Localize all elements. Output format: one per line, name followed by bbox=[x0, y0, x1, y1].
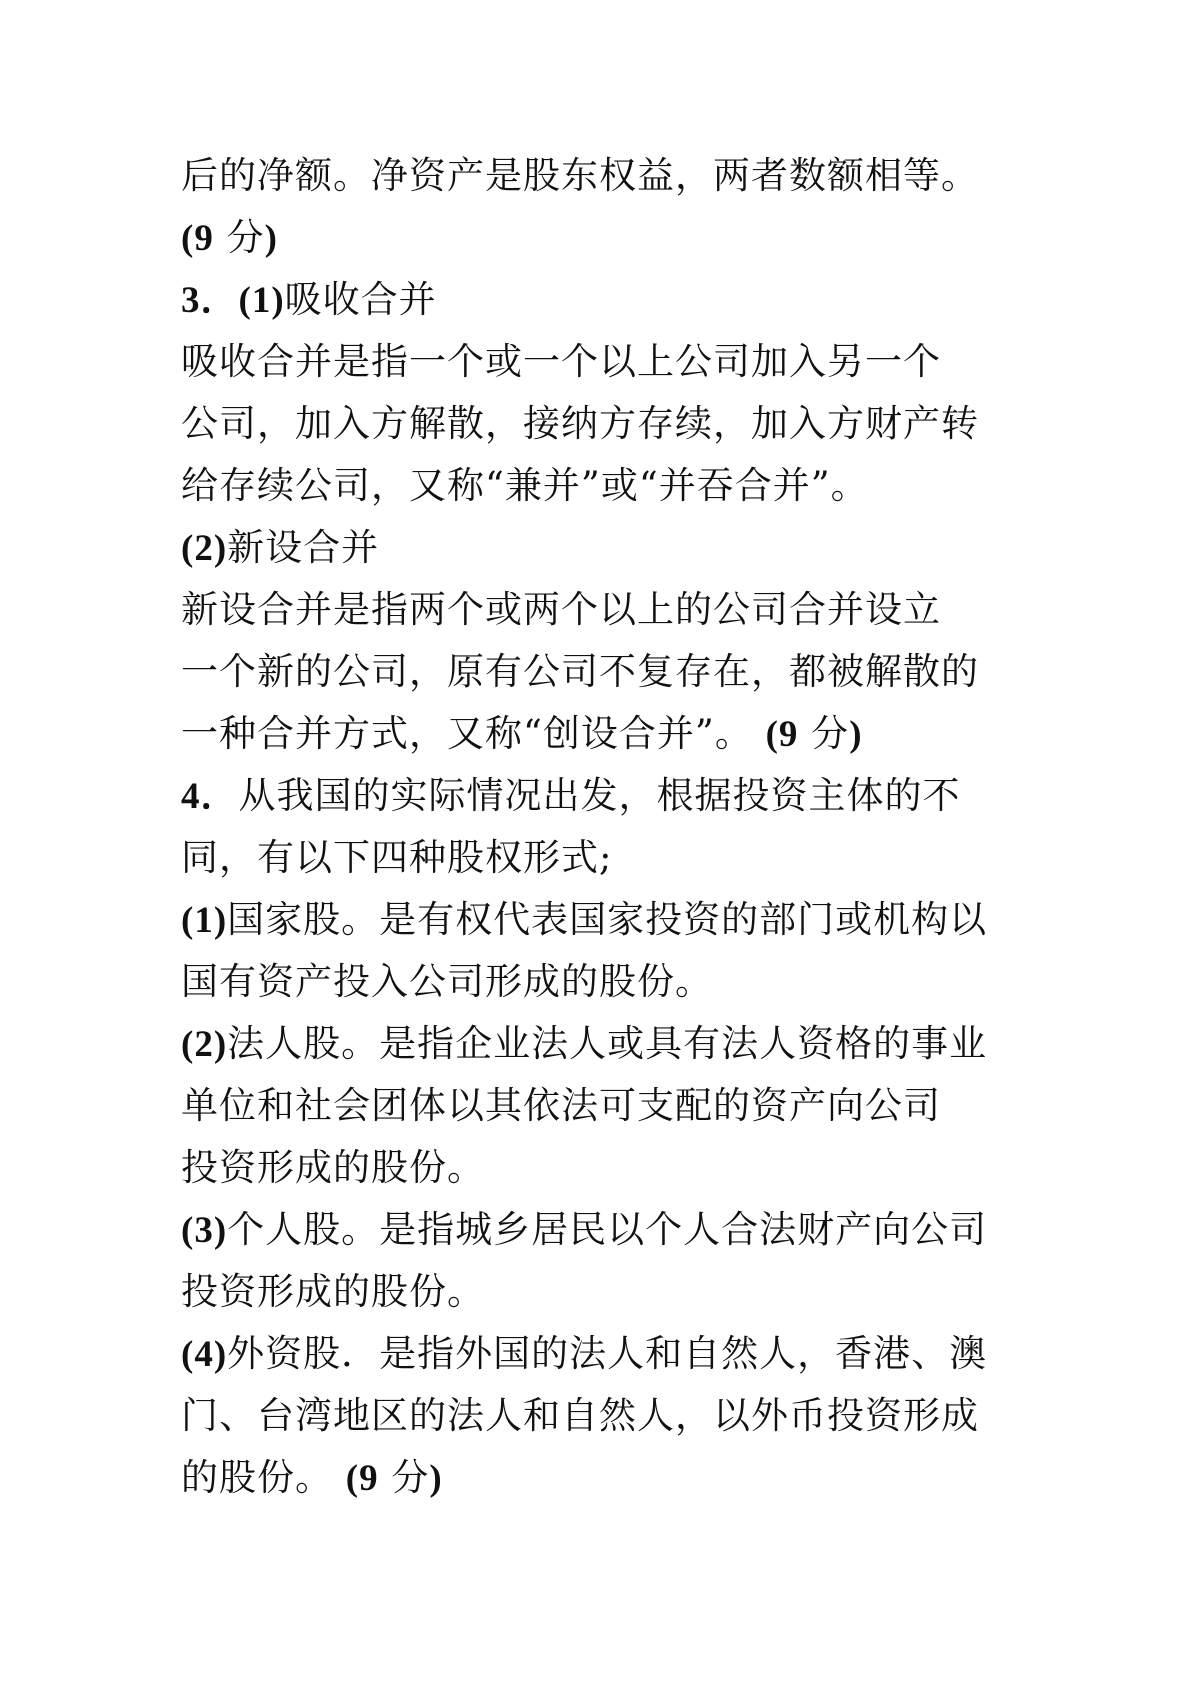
text-segment: 新设合并是指两个或两个以上的公司合并设立 bbox=[181, 588, 941, 631]
text-segment: ) bbox=[849, 714, 863, 755]
text-line bbox=[181, 703, 1011, 765]
text-line bbox=[181, 1261, 1011, 1323]
text-segment: (9 bbox=[181, 218, 214, 259]
text-segment: 吸收合并 bbox=[284, 278, 437, 321]
text-line bbox=[181, 1137, 1011, 1199]
text-line bbox=[181, 269, 1011, 331]
text-line bbox=[181, 1447, 1011, 1509]
text-line bbox=[181, 951, 1011, 1013]
text-segment: ) bbox=[264, 218, 278, 259]
text-segment: 分 bbox=[378, 1456, 430, 1499]
text-segment: (4) bbox=[181, 1334, 228, 1375]
document-body bbox=[181, 145, 1011, 1509]
text-line bbox=[181, 207, 1011, 269]
text-segment: 一个新的公司，原有公司不复存在，都被解散的 bbox=[181, 650, 979, 693]
text-line bbox=[181, 1199, 1011, 1261]
text-segment: 一种合并方式，又称“创设合并”。 bbox=[181, 712, 766, 755]
text-segment: 公司，加入方解散，接纳方存续，加入方财产转 bbox=[181, 402, 979, 445]
text-line bbox=[181, 1385, 1011, 1447]
text-line bbox=[181, 827, 1011, 889]
text-line bbox=[181, 579, 1011, 641]
text-segment: 的股份。 bbox=[181, 1456, 346, 1499]
text-segment: 投资形成的股份。 bbox=[181, 1146, 485, 1189]
text-line bbox=[181, 455, 1011, 517]
text-segment: 新设合并 bbox=[227, 526, 380, 569]
text-segment: 单位和社会团体以其依法可支配的资产向公司 bbox=[181, 1084, 941, 1127]
text-line bbox=[181, 765, 1011, 827]
text-line bbox=[181, 1075, 1011, 1137]
text-line bbox=[181, 393, 1011, 455]
text-segment: 投资形成的股份。 bbox=[181, 1270, 485, 1313]
text-segment: (1) bbox=[181, 900, 228, 941]
text-line bbox=[181, 331, 1011, 393]
text-line bbox=[181, 145, 1011, 207]
text-segment: (9 bbox=[765, 714, 799, 755]
text-segment: ) bbox=[429, 1458, 443, 1499]
text-line bbox=[181, 1013, 1011, 1075]
text-segment: (2) bbox=[181, 528, 228, 569]
text-segment: 从我国的实际情况出发，根据投资主体的不 bbox=[238, 774, 961, 817]
text-line bbox=[181, 641, 1011, 703]
text-segment: 分 bbox=[798, 712, 850, 755]
text-segment: 国有资产投入公司形成的股份。 bbox=[181, 960, 713, 1003]
text-line bbox=[181, 1323, 1011, 1385]
text-segment: 门、台湾地区的法人和自然人，以外币投资形成 bbox=[181, 1394, 979, 1437]
text-line bbox=[181, 517, 1011, 579]
text-segment: 分 bbox=[213, 216, 265, 259]
text-segment: 给存续公司，又称“兼并”或“并吞合并”。 bbox=[181, 464, 869, 507]
text-segment: 3．(1) bbox=[181, 280, 285, 321]
text-segment: 吸收合并是指一个或一个以上公司加入另一个 bbox=[181, 340, 941, 383]
text-segment: 4． bbox=[181, 776, 239, 817]
text-line bbox=[181, 889, 1011, 951]
text-segment: (9 bbox=[345, 1458, 379, 1499]
text-segment: 国家股。是有权代表国家投资的部门或机构以 bbox=[227, 898, 988, 941]
text-segment: 同，有以下四种股权形式; bbox=[181, 836, 613, 879]
text-segment: 法人股。是指企业法人或具有法人资格的事业 bbox=[227, 1022, 988, 1065]
text-segment: 后的净额。净资产是股东权益，两者数额相等。 bbox=[181, 154, 979, 197]
text-segment: (3) bbox=[181, 1210, 228, 1251]
text-segment: (2) bbox=[181, 1024, 228, 1065]
text-segment: 外资股．是指外国的法人和自然人，香港、澳 bbox=[227, 1332, 988, 1375]
text-segment: 个人股。是指城乡居民以个人合法财产向公司 bbox=[227, 1208, 988, 1251]
